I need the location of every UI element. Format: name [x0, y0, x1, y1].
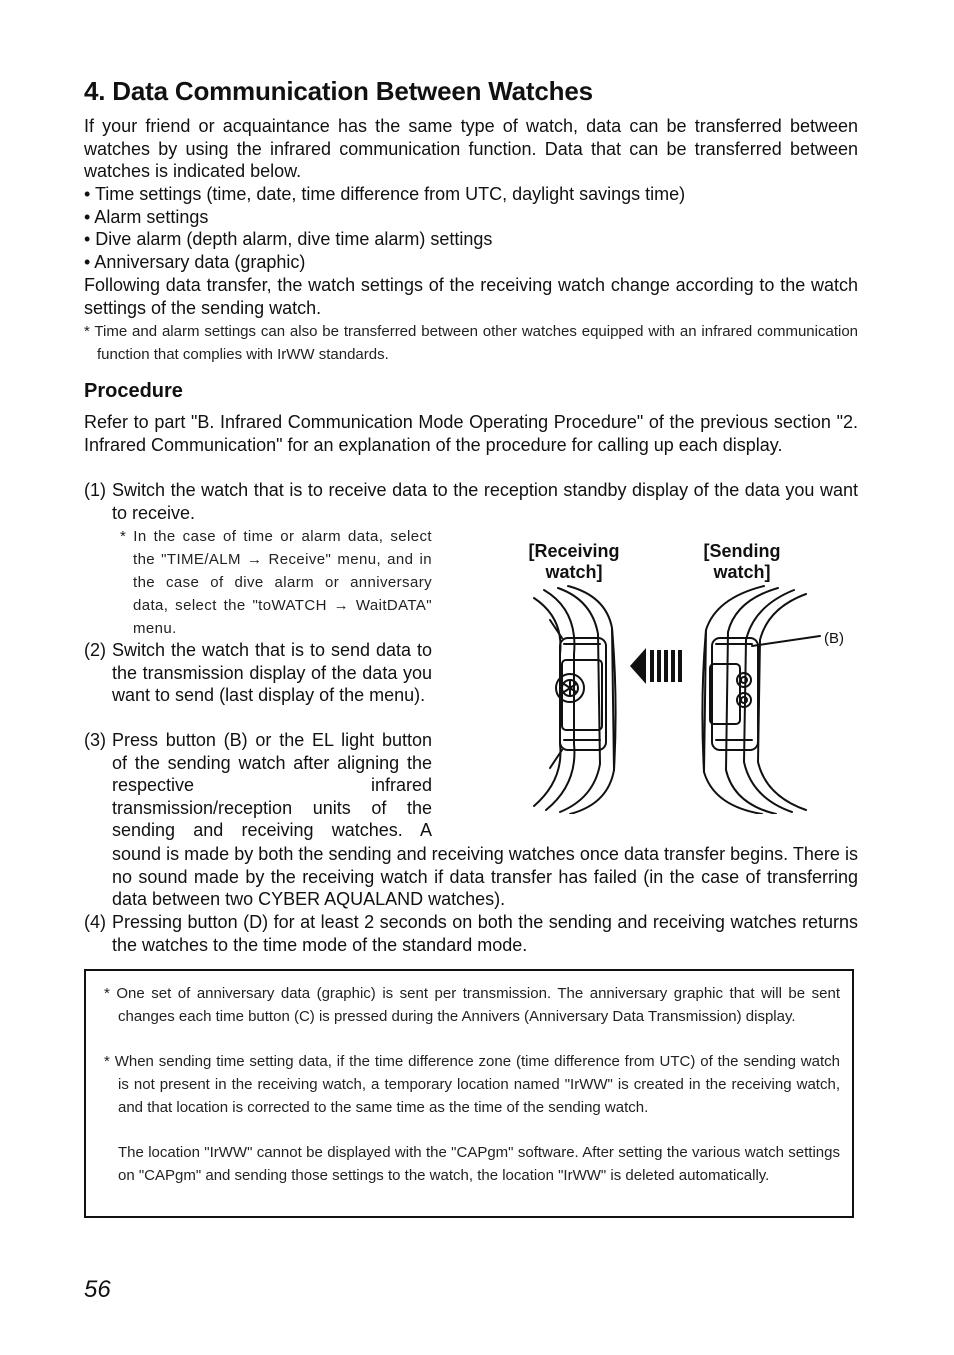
data-type-list: [84, 183, 858, 273]
step-4: [84, 911, 858, 956]
notes-box: [84, 969, 854, 1218]
step-2: [84, 639, 432, 707]
sending-watch-label: [Sending watch]: [703, 541, 781, 582]
step-3: [84, 729, 432, 842]
box-note-capgm: The location "IrWW" cannot be displayed with the "CAPgm" software. After setting the various watch settings on "CAPgm" and sending those settings to the watch, the location "IrWW" is deleted automatically.: [118, 1144, 840, 1184]
step-3-continued: sound is made by both the sending and receiving watches once data transfer begins. There is no sound made by the receiving watch if data transfer has failed (in the case of transferring data between two CYBER AQUALAND watches).: [112, 844, 858, 910]
page-number: 56: [84, 1276, 111, 1303]
step-number: (3): [84, 730, 106, 750]
sending-watch-icon: [702, 586, 820, 814]
box-note-irww: * When sending time setting data, if the time difference zone (time difference from UTC) of the sending watch is not present in the receiving watch, a temporary location named "IrWW" is created in the receiving watch, and that location is corrected to the same time as the time of the sending watch.: [104, 1053, 840, 1116]
list-item: • Time settings (time, date, time difference from UTC, daylight savings time): [84, 184, 686, 204]
step-text: Switch the watch that is to receive data to the reception standby display of the data you want to receive.: [112, 480, 858, 523]
receiving-watch-label: [Receiving watch]: [528, 541, 620, 582]
procedure-heading: Procedure: [84, 380, 183, 402]
box-note-anniversary: * One set of anniversary data (graphic) is sent per transmission. The anniversary graphic that will be sent changes each time button (C) is pressed during the Annivers (Anniversary Data Transmission) display.: [104, 985, 840, 1025]
step-1: [84, 479, 858, 524]
step-1-note: * In the case of time or alarm data, select the "TIME/ALM → Receive" menu, and in the case of dive alarm or anniversary data, select the "toWATCH → WaitDATA" menu.: [120, 528, 432, 637]
transfer-arrow-icon: [630, 648, 682, 684]
page-title: 4. Data Communication Between Watches: [84, 76, 593, 106]
receiving-watch-icon: [534, 586, 616, 814]
step-number: (2): [84, 640, 106, 660]
list-item: • Dive alarm (depth alarm, dive time alarm) settings: [84, 229, 493, 250]
step-text: Press button (B) or the EL light button of the sending watch after aligning the respective infrared transmission/reception units of the sending and receiving watches. A: [112, 730, 432, 841]
step-text: Switch the watch that is to send data to the transmission display of the data you want to send (last display of the menu).: [112, 640, 432, 706]
step-number: (1): [84, 480, 106, 500]
list-item: • Anniversary data (graphic): [84, 251, 306, 272]
following-paragraph: Following data transfer, the watch settings of the receiving watch change according to the watch settings of the sending watch.: [84, 275, 858, 318]
irww-footnote: * Time and alarm settings can also be transferred between other watches equipped with an infrared communication function that complies with IrWW standards.: [84, 323, 858, 363]
step-number: (4): [84, 912, 106, 932]
list-item: • Alarm settings: [84, 206, 209, 227]
watch-transfer-illustration: [520, 584, 850, 814]
step-text: Pressing button (D) for at least 2 seconds on both the sending and receiving watches returns the watches to the time mode of the standard mode.: [112, 912, 858, 955]
procedure-intro: Refer to part "B. Infrared Communication Mode Operating Procedure" of the previous section "2. Infrared Communication" for an explanation of the procedure for calling up each display.: [84, 412, 858, 455]
intro-paragraph: If your friend or acquaintance has the same type of watch, data can be transferred between watches by using the infrared communication function. Data that can be transferred between watches is indicated below.: [84, 116, 858, 182]
button-b-label: (B): [824, 630, 844, 647]
